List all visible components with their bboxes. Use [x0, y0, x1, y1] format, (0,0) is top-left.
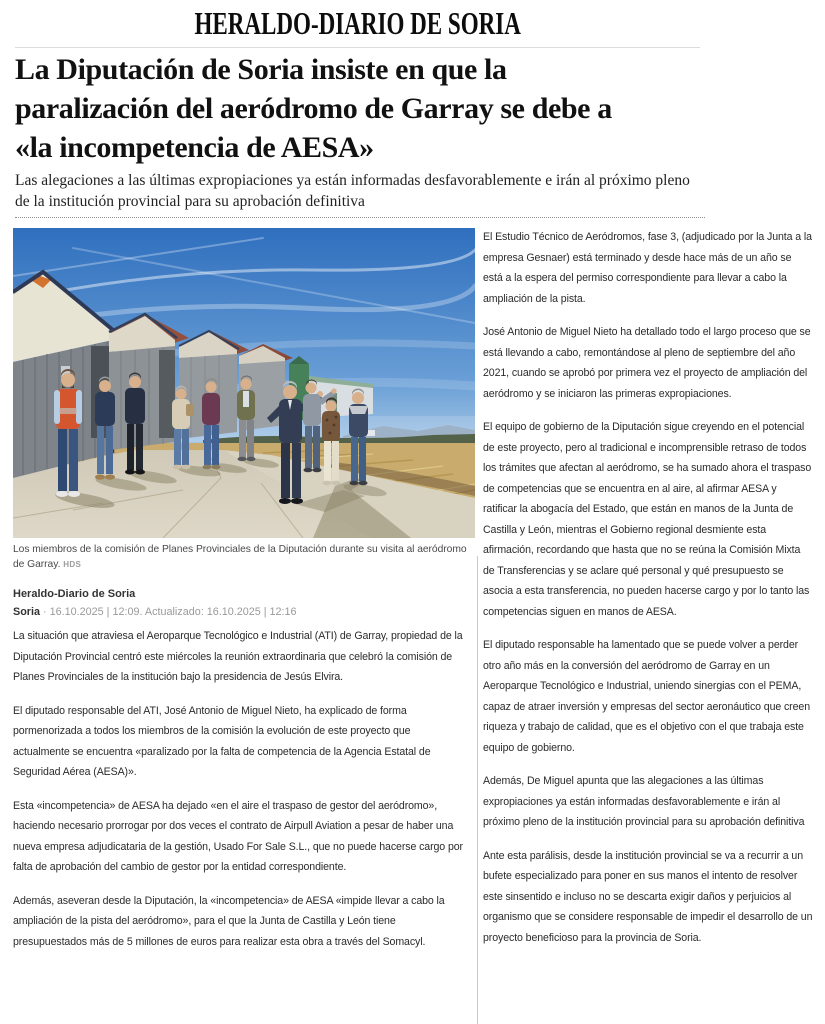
photo-credit: HDS	[63, 560, 82, 569]
article-paragraph: El Estudio Técnico de Aeródromos, fase 3, (adjudicado por la Junta a la empresa Gesnaer) está terminado y desde hace más de un año se está a la espera del permiso correspondiente para llevar a cabo la ampliación de la pista.	[483, 231, 812, 305]
column-divider	[477, 556, 478, 1024]
article-paragraph: Además, De Miguel apunta que las alegaciones a las últimas expropiaciones ya están informadas desfavorablemente e irán al próximo pleno de la institución provincial para su aprobación definitiva	[483, 775, 805, 828]
article-paragraph: Además, aseveran desde la Diputación, la «incompetencia» de AESA «impide llevar a cabo la ampliación de la pista del aeródromo», para el que la Junta de Castilla y León tiene presupuestados más de 5 millones de euros para realizar esta obra a través del Somacyl.	[13, 894, 445, 948]
byline-source: Heraldo-Diario de Soria	[13, 588, 136, 600]
masthead-title: HERALDO-DIARIO DE SORIA	[194, 5, 521, 41]
byline-separator: ·	[43, 606, 47, 618]
photo-caption	[13, 542, 473, 572]
article-paragraph: El diputado responsable ha lamentado que se puede volver a perder otro año más en la conversión del aeródromo de Garray en un Aeroparque Tecnológico e Industrial, uniendo sinergias con el PEMA, capaz de atraer inversión y empresas del sector aeronáutico que creen riqueza y trabajo de calidad, que es el objetivo con el que trabaja este equipo de gobierno.	[483, 639, 810, 754]
dotted-divider	[15, 217, 705, 218]
byline-location: Soria	[13, 606, 41, 618]
left-column	[13, 626, 465, 965]
article-paragraph: El diputado responsable del ATI, José Antonio de Miguel Nieto, ha explicado de forma pormenorizada a todos los miembros de la comisión la evolución de este proyecto que actualmente se encuentra «paralizado por la falta de competencia de la Agencia Estatal de Seguridad Aérea (AESA)».	[13, 704, 431, 778]
article-headline: La Diputación de Soria insiste en que la paralización del aeródromo de Garray se debe a «la incompetencia de AESA»	[15, 53, 612, 164]
article-subheadline: Las alegaciones a las últimas expropiaciones ya están informadas desfavorablemente e irán al próximo pleno de la institución provincial para su aprobación definitiva	[15, 172, 690, 210]
masthead-divider	[15, 47, 700, 48]
article-paragraph: Esta «incompetencia» de AESA ha dejado «en el aire el traspaso de gestor del aeródromo», haciendo necesario prorrogar por dos veces el contrato de Airpull Aviation a pesar de haber una nueva empresa adjudicataria de la gestión, Usado For Sale S.L., que no puede hacerse cargo por falta de aprobación del cambio de gestor por la entidad correspondiente.	[13, 799, 463, 873]
article-photo	[13, 228, 475, 538]
byline-meta	[13, 606, 297, 618]
article-paragraph: El equipo de gobierno de la Diputación sigue creyendo en el potencial de este proyecto, pero al tradicional e incomprensible retraso de todos los trámites que afectan al aeródromo, se ha sumado ahora el traspaso de competencias que se encuentra en al aire, al afirmar AESA y ratificar la abogacía del Estado, que están en manos de la Junta de Castilla y León, mientras el Gobierno regional desmiente esta afirmación, recordando que hasta que no se reúna la Comisión Mixta de Transferencias y se aclare qué personal y qué presupuesto se asocia a esta transferencia, no pueden hacerse cargo y por lo tanto las competencias siguen en manos de AESA.	[483, 421, 812, 618]
photo-caption-text: Los miembros de la comisión de Planes Provinciales de la Diputación durante su visita al aeródromo de Garray.	[13, 544, 467, 570]
article-paragraph: José Antonio de Miguel Nieto ha detallado todo el largo proceso que se está llevando a cabo, remontándose al pleno de septiembre del año 2021, cuando se aprobó por primera vez el proyecto de ampliación del aeródromo y se iniciaron las primeras expropiaciones.	[483, 326, 811, 400]
photo-illustration	[13, 228, 475, 538]
byline-datetime: 16.10.2025 | 12:09. Actualizado: 16.10.2025 | 12:16	[49, 606, 297, 618]
article-paragraph: La situación que atraviesa el Aeroparque Tecnológico e Industrial (ATI) de Garray, propiedad de la Diputación Provincial centró este miércoles la reunión extraordinaria que celebró la comisión de Planes Provinciales de la institución bajo la presidencia de Jesús Elvira.	[13, 630, 463, 683]
masthead	[15, 4, 700, 42]
article-paragraph: Ante esta parálisis, desde la institución provincial se va a recurrir a un bufete especializado para poner en sus manos el intento de resolver este sinsentido e incluso no se descarta exigir daños y perjuicios al organismo que se considere responsable de impedir el desarrollo de un proyecto beneficioso para la provincia de Soria.	[483, 849, 813, 944]
right-column	[483, 227, 813, 961]
